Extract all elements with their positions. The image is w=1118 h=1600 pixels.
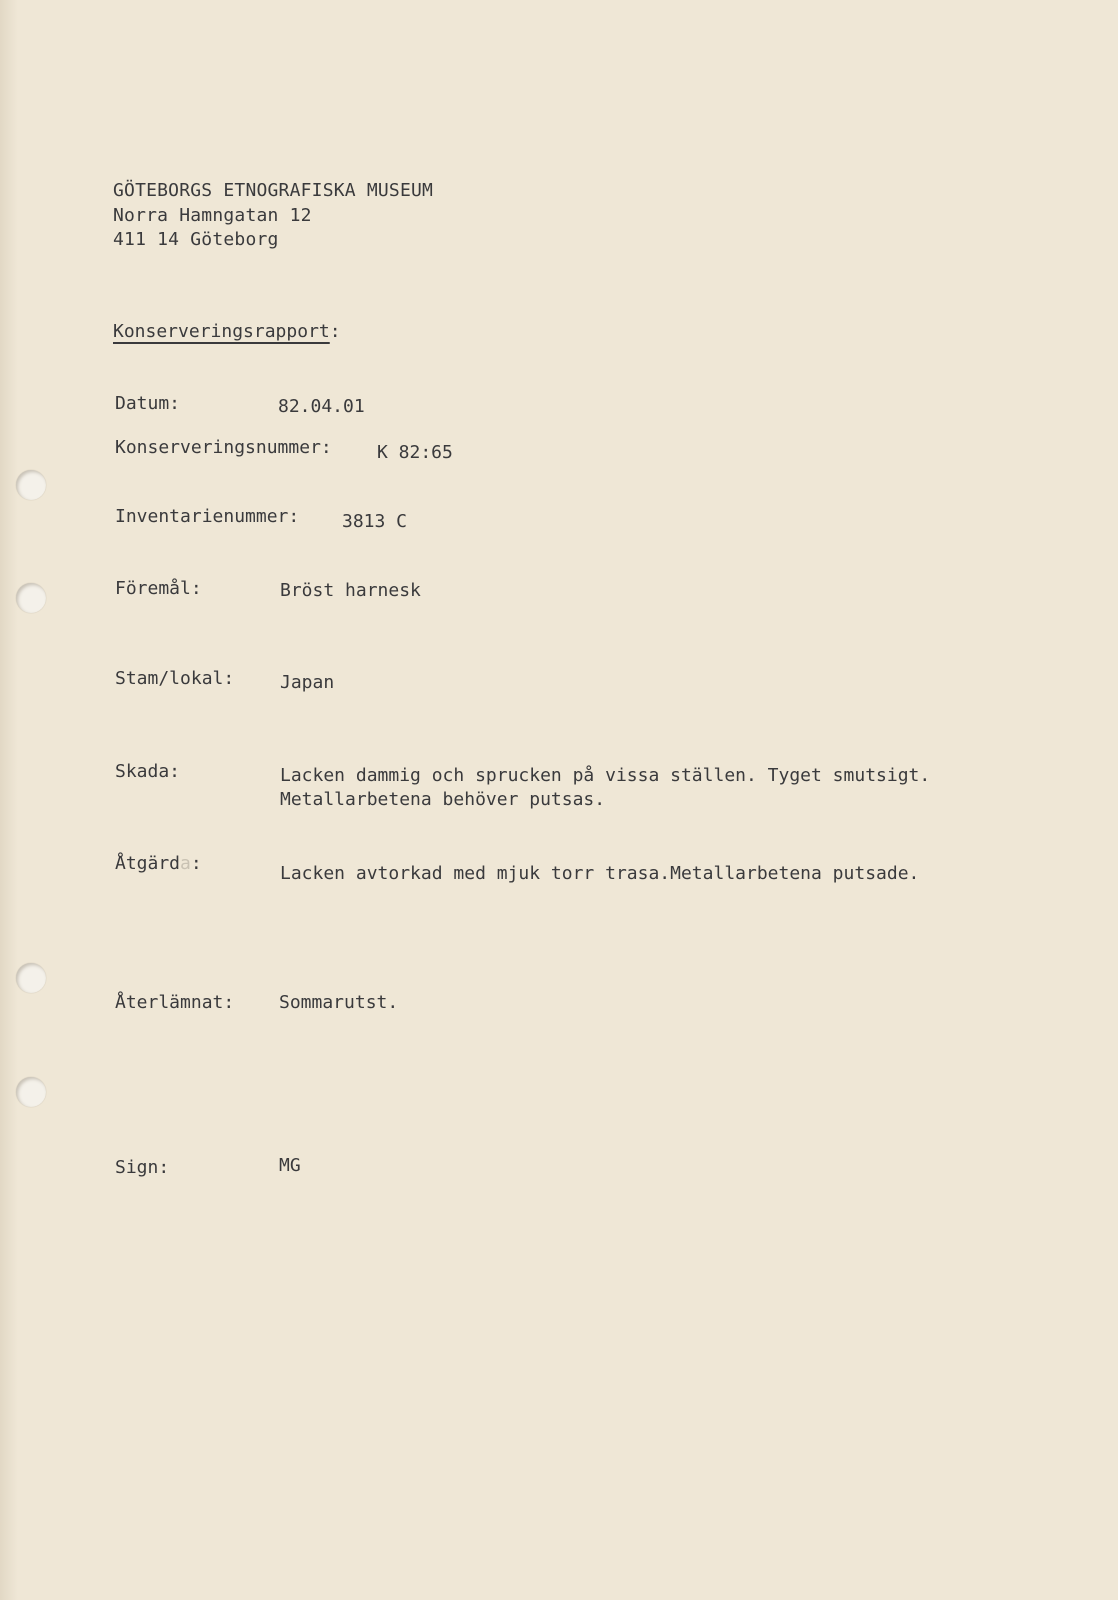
skada-label: Skada: — [115, 761, 181, 782]
aterlamnat-value: Sommarutst. — [279, 992, 399, 1013]
punch-hole — [16, 1077, 46, 1107]
atgarda-label-colon: : — [190, 853, 202, 874]
report-title — [113, 321, 341, 342]
skada-value-line1: Lacken dammig och sprucken på vissa ställen. Tyget smutsigt. — [280, 765, 931, 786]
atgarda-label-faded: a — [180, 853, 191, 874]
report-title-colon: : — [329, 321, 341, 342]
punch-hole — [16, 470, 46, 500]
report-title-text: Konserveringsrapport — [113, 321, 330, 342]
stam-lokal-value: Japan — [280, 672, 335, 693]
atgarda-label-text: Åtgärd — [115, 853, 181, 874]
datum-label: Datum: — [115, 393, 181, 414]
inventarienummer-label: Inventarienummer: — [115, 506, 300, 527]
page-edge-shadow — [0, 0, 18, 1600]
skada-value-line2: Metallarbetena behöver putsas. — [280, 789, 606, 810]
museum-name: GÖTEBORGS ETNOGRAFISKA MUSEUM — [113, 180, 434, 201]
punch-hole — [16, 963, 46, 993]
stam-lokal-label: Stam/lokal: — [115, 668, 235, 689]
datum-value: 82.04.01 — [278, 396, 365, 417]
foremal-value: Bröst harnesk — [280, 580, 421, 601]
atgarda-label — [115, 853, 202, 874]
konserveringsnummer-value: K 82:65 — [377, 442, 453, 463]
atgarda-value: Lacken avtorkad med mjuk torr trasa.Metallarbetena putsade. — [280, 863, 920, 884]
konserveringsnummer-label: Konserveringsnummer: — [115, 437, 332, 458]
inventarienummer-value: 3813 C — [342, 511, 408, 532]
punch-hole — [16, 583, 46, 613]
museum-street: Norra Hamngatan 12 — [113, 205, 312, 226]
aterlamnat-label: Återlämnat: — [115, 992, 235, 1013]
museum-postal-address: 411 14 Göteborg — [113, 229, 279, 250]
foremal-label: Föremål: — [115, 578, 202, 599]
sign-label: Sign: — [115, 1157, 170, 1178]
sign-value: MG — [279, 1155, 301, 1176]
